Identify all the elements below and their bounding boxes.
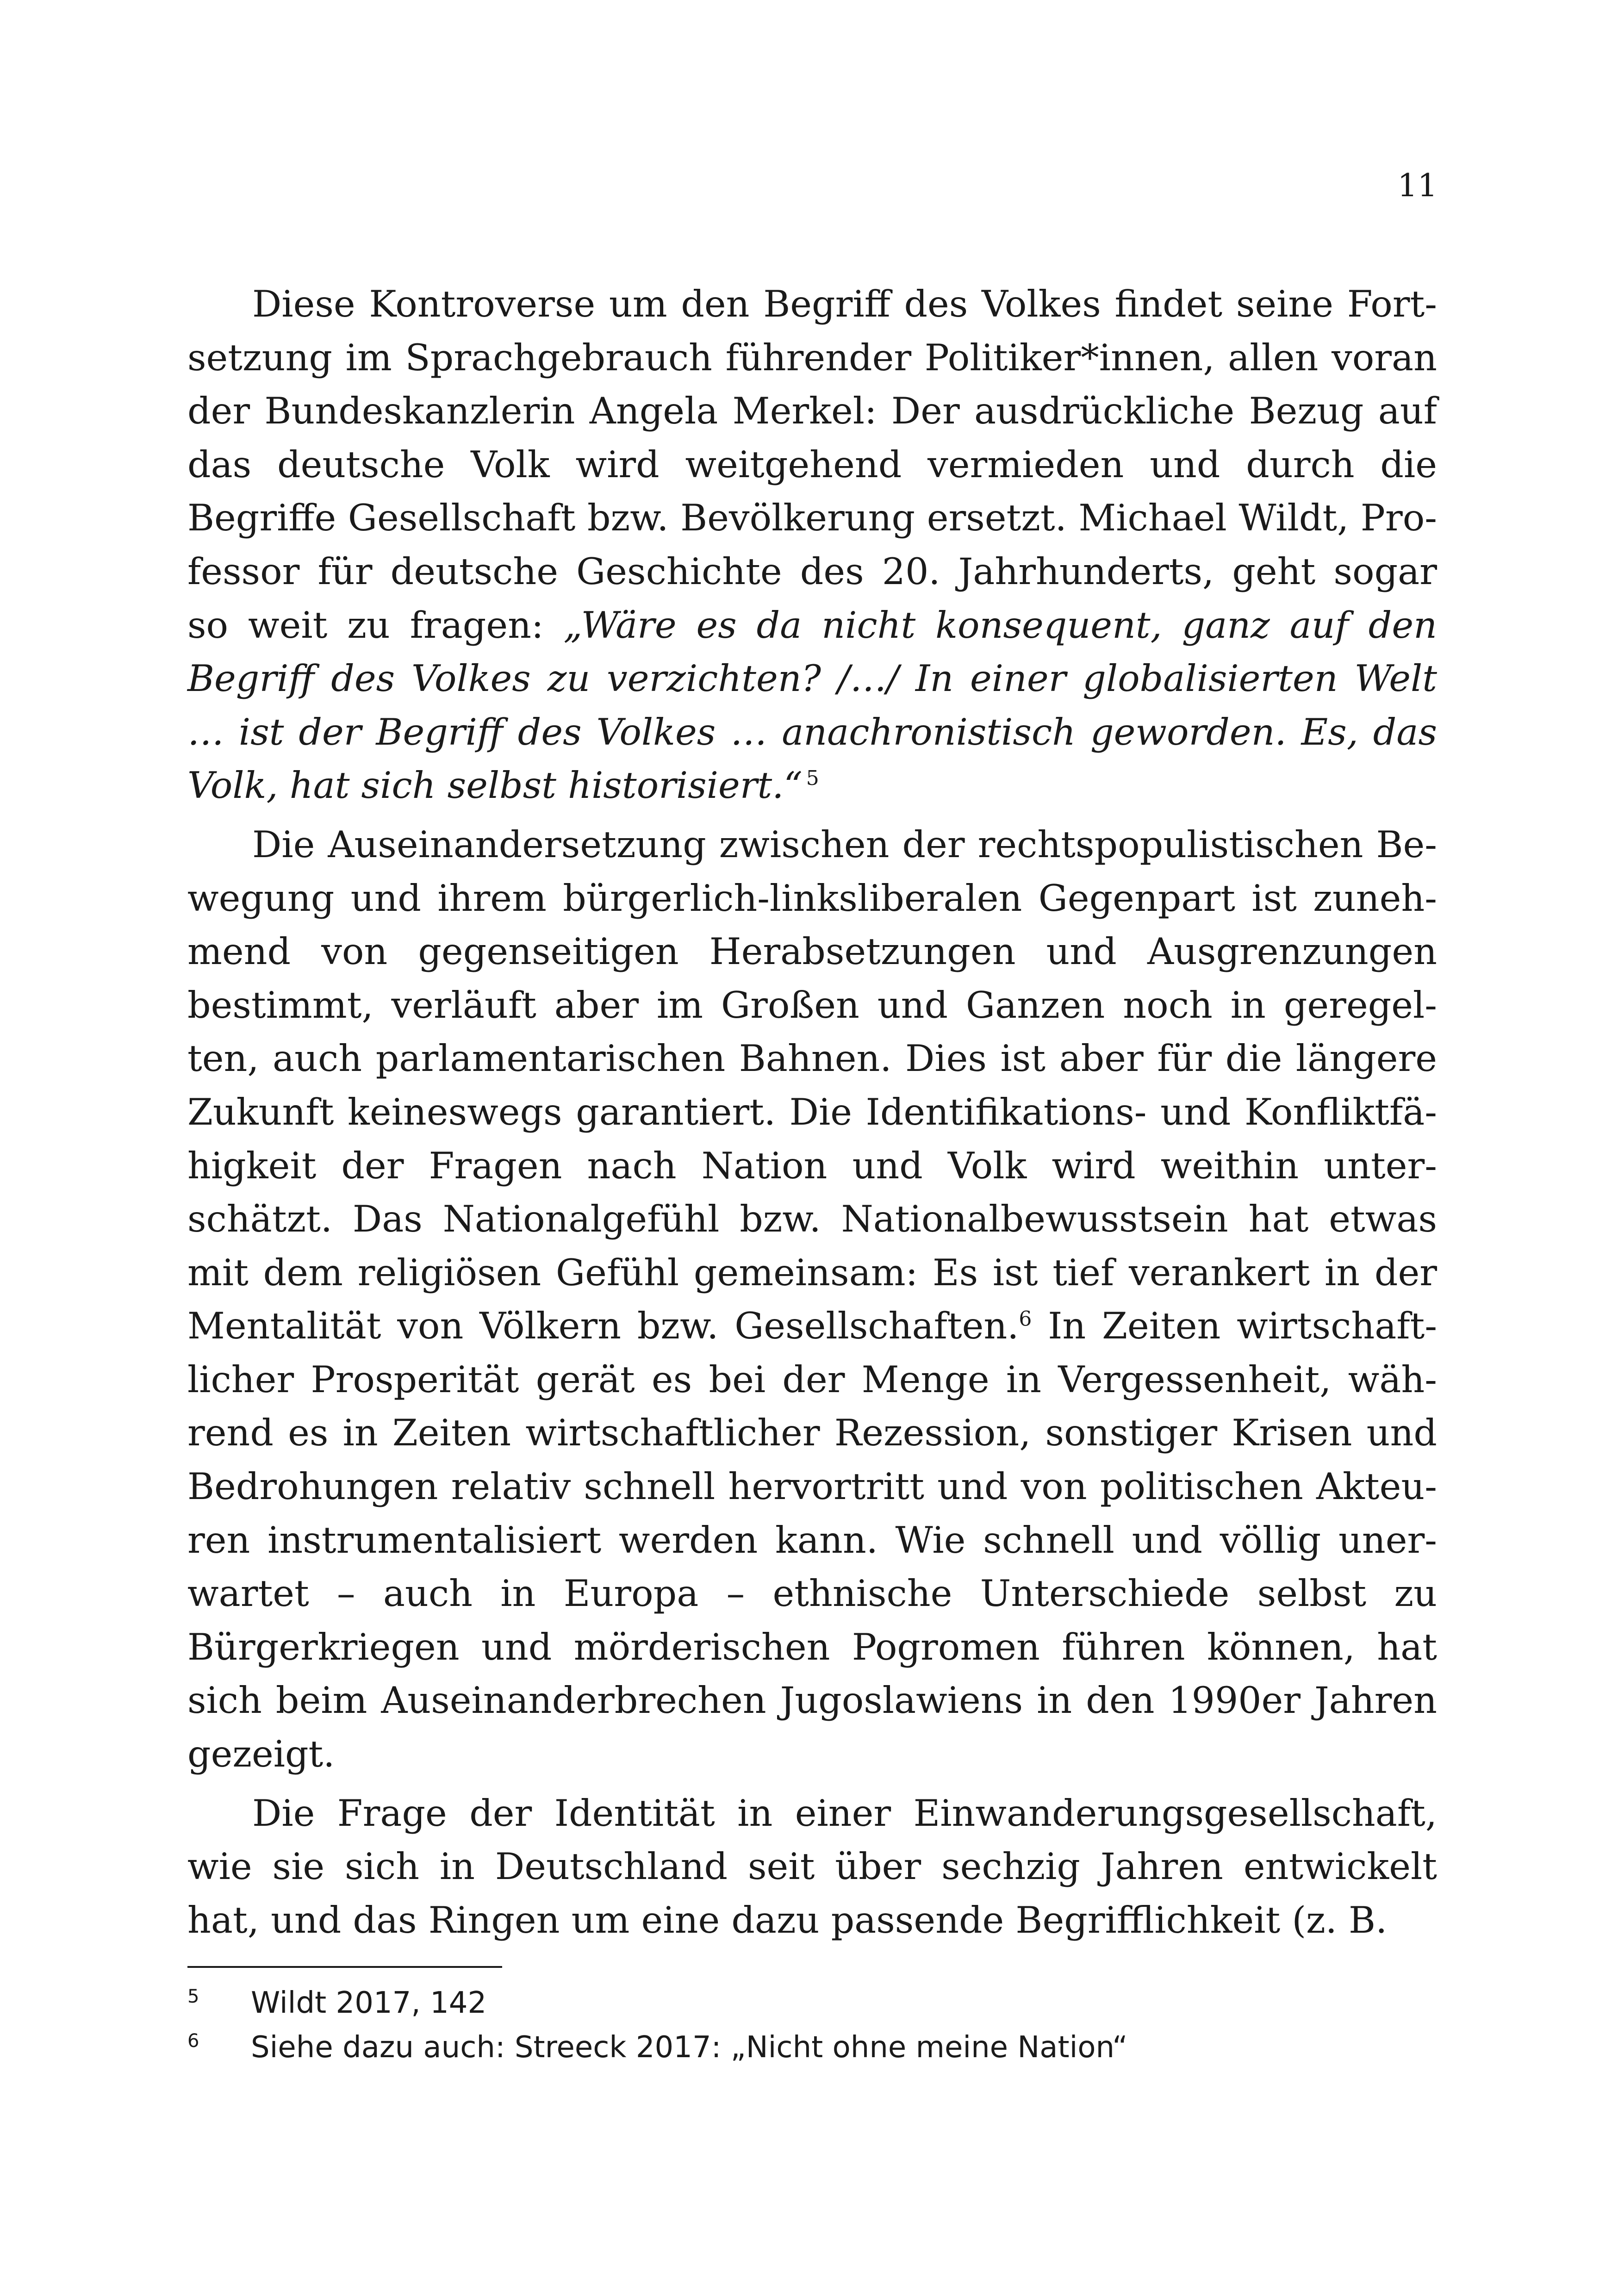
paragraph — [187, 278, 1437, 813]
footnote — [187, 1981, 1437, 2025]
footnote-text: Siehe dazu auch: Streeck 2017: „Nicht ohne meine Nation“ — [251, 2030, 1128, 2065]
paragraph — [187, 818, 1437, 1781]
footnotes — [187, 1981, 1437, 2070]
quotation: „Wäre es da nicht konsequent, ganz auf den Begriff des Volkes zu verzichten? /…/ In einer globalisierten Welt … ist der Begriff des Volkes … anachronistisch geworden. Es, das Volk, hat sich selbst historisiert.“ — [187, 604, 1437, 807]
footnote — [187, 2025, 1437, 2070]
paragraph-text: Diese Kontroverse um den Begriff des Volkes findet seine Fortsetzung im Sprachgebrauch führender Politiker*innen, allen voran der Bundeskanzlerin Angela Merkel: Der ausdrückliche Bezug auf das deutsche Volk wird weitgehend vermieden und durch die Begriffe Gesellschaft bzw. Bevölkerung ersetzt. Michael Wildt, Professor für deutsche Geschichte des 20. Jahrhunderts, geht sogar so weit zu fragen: — [187, 283, 1437, 647]
paragraph-text: In Zeiten wirtschaftlicher Prosperität gerät es bei der Menge in Vergessenheit, während es in Zeiten wirtschaftlicher Rezession, sonstiger Krisen und Bedrohungen relativ schnell hervortritt und von politischen Akteuren instrumentalisiert werden kann. Wie schnell und völlig unerwartet – auch in Europa – ethnische Unterschiede selbst zu Bürgerkriegen und mörderischen Pogromen führen können, hat sich beim Auseinanderbrechen Jugoslawiens in den 1990er Jahren gezeigt. — [187, 1305, 1438, 1776]
footnote-divider — [187, 1966, 502, 1968]
footnote-number: 6 — [187, 2030, 199, 2052]
footnote-text: Wildt 2017, 142 — [251, 1986, 487, 2020]
paragraph-text: Die Frage der Identität in einer Einwanderungsgesellschaft, wie sie sich in Deutschland seit über sechzig Jahren entwickelt hat, und das Ringen um eine dazu passende Begrifflichkeit (z. B. — [187, 1792, 1437, 1941]
paragraph — [187, 1787, 1437, 1948]
body-text — [187, 278, 1437, 1947]
footnote-reference: 6 — [1019, 1307, 1032, 1331]
footnote-reference: 5 — [806, 766, 819, 790]
page-number: 11 — [1397, 168, 1438, 204]
footnote-number: 5 — [187, 1986, 199, 2007]
paragraph-text: Die Auseinandersetzung zwischen der rechtspopulistischen Bewegung und ihrem bürgerlich-linksliberalen Gegenpart ist zunehmend von gegenseitigen Herabsetzungen und Ausgrenzungen bestimmt, verläuft aber im Großen und Ganzen noch in geregelten, auch parlamentarischen Bahnen. Dies ist aber für die längere Zukunft keineswegs garantiert. Die Identifikations- und Konfliktfähigkeit der Fragen nach Nation und Volk wird weithin unterschätzt. Das Nationalgefühl bzw. Nationalbewusstsein hat etwas mit dem religiösen Gefühl gemeinsam: Es ist tief verankert in der Mentalität von Völkern bzw. Gesellschaften. — [187, 823, 1437, 1348]
